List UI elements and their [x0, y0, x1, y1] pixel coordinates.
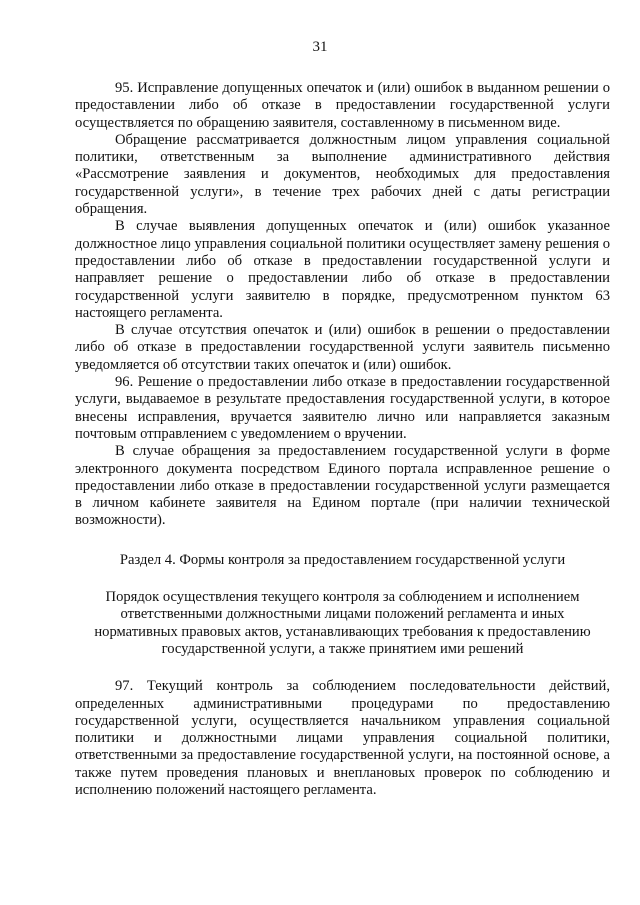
paragraph-95-errors-found: В случае выявления допущенных опечаток и (или) ошибок указанное должностное лицо управления социальной политики осуществляет замену решения о предоставлении либо об отказе в предоставлении государственной услуги и направляет решение о предоставлении либо об отказе в предоставлении государственной услуги заявителю в порядке, предусмотренном пунктом 63 настоящего регламента.	[75, 218, 610, 321]
section-4-heading: Раздел 4. Формы контроля за предоставлением государственной услуги	[119, 551, 566, 568]
paragraph-95: 95. Исправление допущенных опечаток и (или) ошибок в выданном решении о предоставлении либо об отказе в предоставлении государственной услуги осуществляется по обращению заявителя, составленному в письменном виде.	[75, 80, 610, 131]
page-number: 31	[312, 39, 328, 55]
paragraph-97: 97. Текущий контроль за соблюдением последовательности действий, определенных административными процедурами по предоставлению государственной услуги, осуществляется начальником управления социальной политики и должностными лицами управления социальной политики, ответственными за предоставление государственной услуги, на постоянной основе, а также путем проведения плановых и внеплановых проверок по соблюдению и исполнению положений настоящего регламента.	[75, 678, 610, 798]
paragraph-96-portal: В случае обращения за предоставлением государственной услуги в форме электронного документа посредством Единого портала исправленное решение о предоставлении либо отказе в предоставлении государственной услуги размещается в личном кабинете заявителя на Едином портале (при наличии технической возможности).	[75, 443, 610, 529]
paragraph-95-no-errors: В случае отсутствия опечаток и (или) ошибок в решении о предоставлении либо об отказе в предоставлении государственной услуги заявитель письменно уведомляется об отсутствии таких опечаток и (или) ошибок.	[75, 322, 610, 373]
subsection-heading: Порядок осуществления текущего контроля за соблюдением и исполнением ответственными должностными лицами положений регламента и иных нормативных правовых актов, устанавливающих требования к предоставлению государственной услуги, а также принятием ими решений	[94, 589, 591, 657]
paragraph-95-review: Обращение рассматривается должностным лицом управления социальной политики, ответственным за выполнение административного действия «Рассмотрение заявления и документов, необходимых для предоставления государственной услуги», в течение трех рабочих дней с даты регистрации обращения.	[75, 131, 610, 218]
page-content	[75, 80, 610, 799]
paragraph-96: 96. Решение о предоставлении либо отказе в предоставлении государственной услуги, выдаваемое в результате предоставления государственной услуги, в которое внесены исправления, вручается заявителю лично или направляется заказным почтовым отправлением с уведомлением о вручении.	[75, 374, 610, 442]
